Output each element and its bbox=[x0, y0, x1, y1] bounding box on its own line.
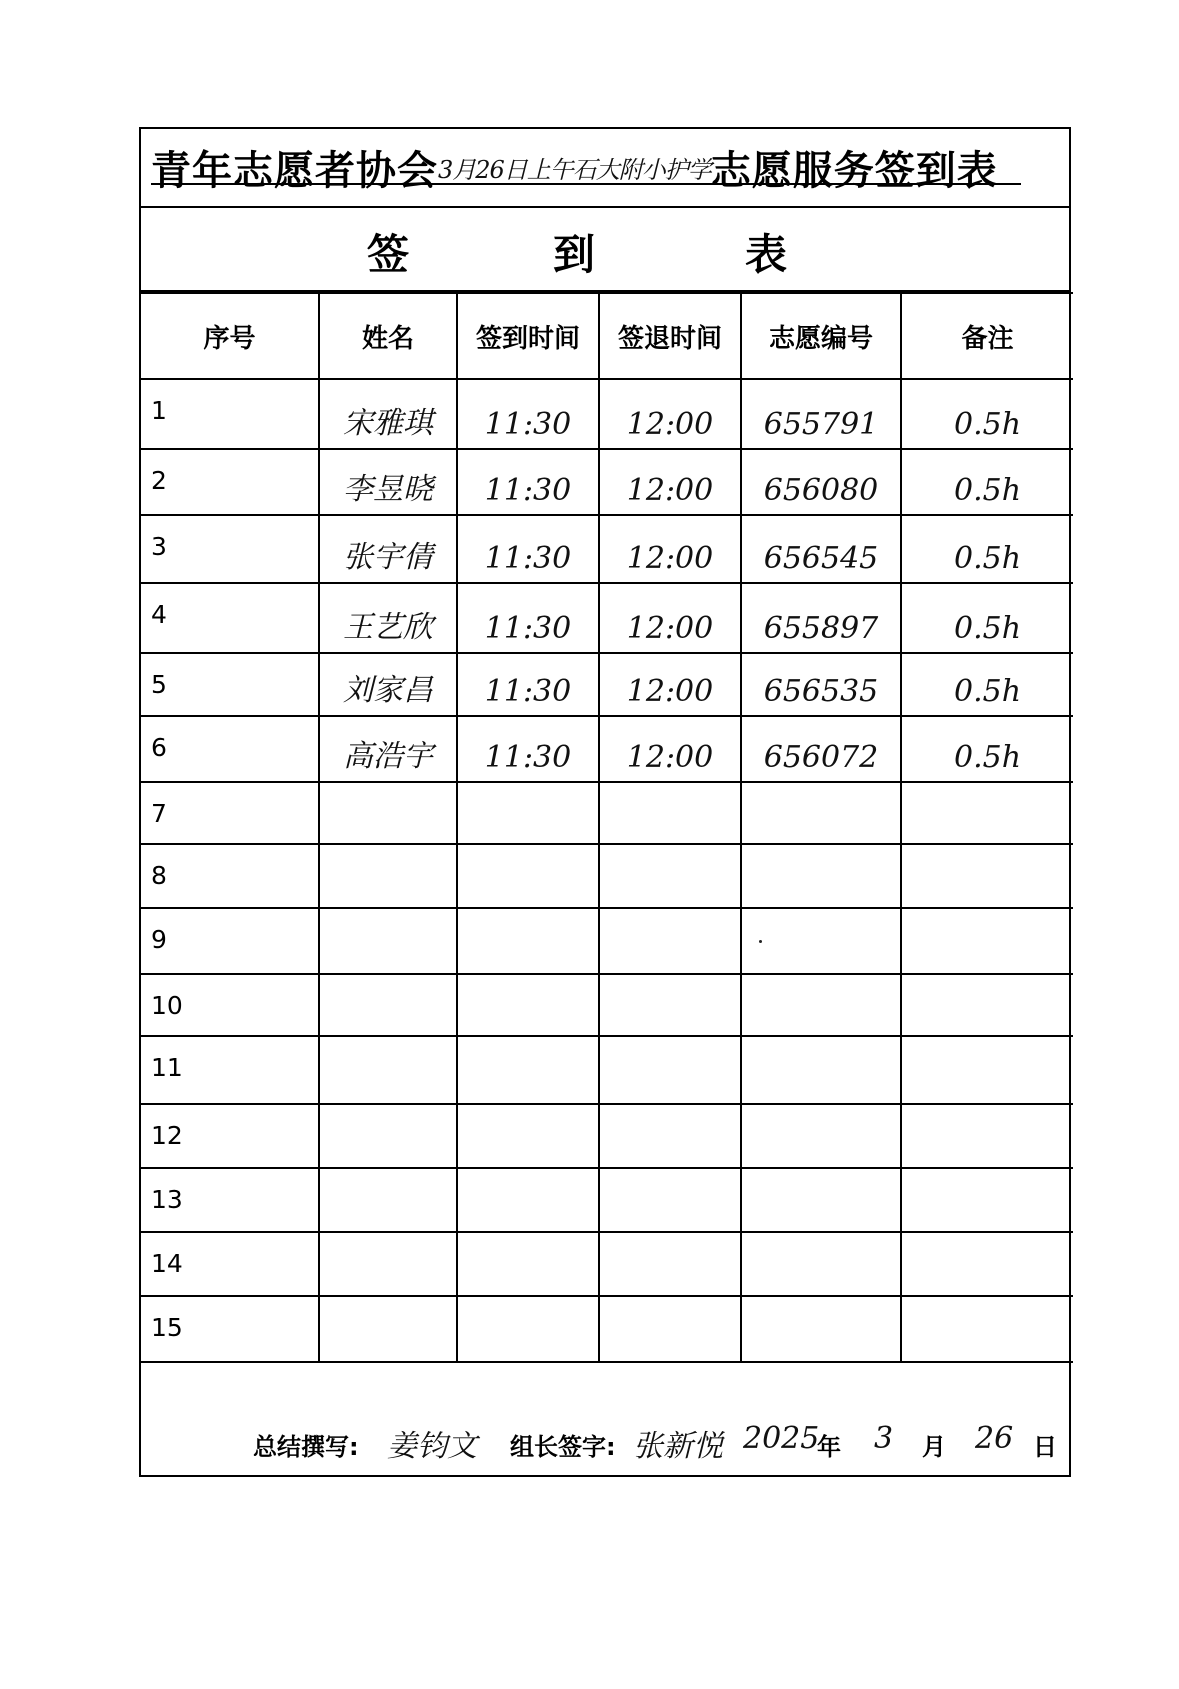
day-value: 26 bbox=[975, 1421, 1014, 1456]
month-label: 月 bbox=[922, 1433, 946, 1461]
row-serial: 4 bbox=[141, 583, 319, 653]
row-volunteer-id bbox=[741, 844, 901, 908]
row-sign-out-time: 12:00 bbox=[599, 583, 741, 653]
table-row bbox=[141, 1232, 1073, 1296]
row-volunteer-id bbox=[741, 1104, 901, 1168]
row-volunteer-id bbox=[741, 908, 901, 974]
row-serial: 15 bbox=[141, 1296, 319, 1362]
row-serial: 8 bbox=[141, 844, 319, 908]
row-sign-in-time: 11:30 bbox=[457, 379, 599, 449]
row-sign-out-time: 12:00 bbox=[599, 653, 741, 716]
row-sign-in-time: 11:30 bbox=[457, 515, 599, 583]
summary-signature: 姜钧文 bbox=[387, 1429, 477, 1464]
row-serial: 5 bbox=[141, 653, 319, 716]
row-note bbox=[901, 1168, 1073, 1232]
summary-label: 总结撰写: bbox=[253, 1433, 359, 1461]
month-value: 3 bbox=[874, 1421, 894, 1456]
row-name bbox=[319, 1168, 457, 1232]
header-sign-in-time: 签到时间 bbox=[457, 293, 599, 379]
row-sign-in-time bbox=[457, 1232, 599, 1296]
row-note bbox=[901, 1232, 1073, 1296]
row-note bbox=[901, 1296, 1073, 1362]
title-suffix: 志愿服务签到表 bbox=[710, 148, 998, 194]
row-volunteer-id: 656535 bbox=[741, 653, 901, 716]
row-serial: 7 bbox=[141, 782, 319, 844]
row-note: 0.5h bbox=[901, 583, 1073, 653]
row-sign-in-time: 11:30 bbox=[457, 653, 599, 716]
row-sign-out-time bbox=[599, 1296, 741, 1362]
row-serial: 10 bbox=[141, 974, 319, 1036]
table-row bbox=[141, 379, 1073, 449]
header-volunteer-id: 志愿编号 bbox=[741, 293, 901, 379]
table-row bbox=[141, 515, 1073, 583]
header-sign-out-time: 签退时间 bbox=[599, 293, 741, 379]
table-row bbox=[141, 908, 1073, 974]
row-serial: 3 bbox=[141, 515, 319, 583]
subtitle-row bbox=[141, 208, 1069, 292]
row-sign-in-time bbox=[457, 1168, 599, 1232]
row-serial: 14 bbox=[141, 1232, 319, 1296]
row-note: 0.5h bbox=[901, 653, 1073, 716]
row-sign-out-time bbox=[599, 1104, 741, 1168]
row-note: 0.5h bbox=[901, 716, 1073, 782]
title-row bbox=[141, 129, 1069, 208]
footer-row bbox=[141, 1411, 1069, 1475]
table-body bbox=[141, 379, 1073, 1362]
row-sign-in-time bbox=[457, 1104, 599, 1168]
row-name bbox=[319, 1296, 457, 1362]
table-header-row bbox=[141, 293, 1073, 379]
row-name: 刘家昌 bbox=[319, 653, 457, 716]
subtitle-char-2: 到 bbox=[553, 230, 596, 279]
row-volunteer-id: 655791 bbox=[741, 379, 901, 449]
sign-in-sheet bbox=[139, 127, 1071, 1477]
leader-label: 组长签字: bbox=[510, 1433, 616, 1461]
table-row bbox=[141, 844, 1073, 908]
row-sign-in-time bbox=[457, 1036, 599, 1104]
table-row bbox=[141, 716, 1073, 782]
row-serial: 2 bbox=[141, 449, 319, 515]
row-name bbox=[319, 844, 457, 908]
row-volunteer-id bbox=[741, 974, 901, 1036]
row-serial: 9 bbox=[141, 908, 319, 974]
row-name bbox=[319, 908, 457, 974]
row-volunteer-id bbox=[741, 782, 901, 844]
table-row bbox=[141, 1104, 1073, 1168]
row-serial: 6 bbox=[141, 716, 319, 782]
row-sign-out-time bbox=[599, 1036, 741, 1104]
row-serial: 1 bbox=[141, 379, 319, 449]
header-note: 备注 bbox=[901, 293, 1073, 379]
row-sign-out-time bbox=[599, 974, 741, 1036]
row-volunteer-id: 655897 bbox=[741, 583, 901, 653]
row-sign-in-time bbox=[457, 844, 599, 908]
table-row bbox=[141, 1168, 1073, 1232]
row-name bbox=[319, 1232, 457, 1296]
table-row bbox=[141, 974, 1073, 1036]
row-note: 0.5h bbox=[901, 449, 1073, 515]
row-sign-out-time bbox=[599, 1232, 741, 1296]
row-volunteer-id bbox=[741, 1168, 901, 1232]
table-row bbox=[141, 1036, 1073, 1104]
subtitle-char-1: 签 bbox=[367, 230, 410, 279]
row-sign-out-time bbox=[599, 908, 741, 974]
row-note bbox=[901, 1036, 1073, 1104]
row-sign-in-time bbox=[457, 908, 599, 974]
row-sign-in-time: 11:30 bbox=[457, 716, 599, 782]
row-sign-out-time: 12:00 bbox=[599, 515, 741, 583]
row-name: 宋雅琪 bbox=[319, 379, 457, 449]
row-name bbox=[319, 782, 457, 844]
leader-signature: 张新悦 bbox=[633, 1429, 723, 1464]
row-sign-in-time: 11:30 bbox=[457, 583, 599, 653]
title-handwritten-event: 3月26日上午石大附小护学 bbox=[438, 156, 711, 184]
row-sign-out-time bbox=[599, 782, 741, 844]
row-name: 高浩宇 bbox=[319, 716, 457, 782]
header-name: 姓名 bbox=[319, 293, 457, 379]
row-sign-in-time bbox=[457, 782, 599, 844]
sheet-title bbox=[151, 139, 998, 196]
subtitle-char-3: 表 bbox=[745, 230, 788, 279]
row-note: 0.5h bbox=[901, 515, 1073, 583]
row-note bbox=[901, 844, 1073, 908]
year-value: 2025 bbox=[743, 1421, 820, 1456]
row-serial: 13 bbox=[141, 1168, 319, 1232]
row-note bbox=[901, 974, 1073, 1036]
row-sign-out-time: 12:00 bbox=[599, 449, 741, 515]
row-sign-in-time bbox=[457, 974, 599, 1036]
row-volunteer-id bbox=[741, 1296, 901, 1362]
sign-in-table bbox=[141, 292, 1073, 1363]
row-sign-out-time bbox=[599, 1168, 741, 1232]
header-serial: 序号 bbox=[141, 293, 319, 379]
row-name: 张宇倩 bbox=[319, 515, 457, 583]
table-row bbox=[141, 1296, 1073, 1362]
table-row bbox=[141, 782, 1073, 844]
row-name: 李昱晓 bbox=[319, 449, 457, 515]
row-serial: 12 bbox=[141, 1104, 319, 1168]
day-label: 日 bbox=[1033, 1433, 1057, 1461]
row-sign-out-time: 12:00 bbox=[599, 379, 741, 449]
stray-ink-dot bbox=[759, 940, 762, 943]
row-sign-out-time: 12:00 bbox=[599, 716, 741, 782]
row-sign-in-time bbox=[457, 1296, 599, 1362]
title-underline bbox=[151, 183, 1021, 185]
table-row bbox=[141, 583, 1073, 653]
row-name bbox=[319, 1104, 457, 1168]
row-note bbox=[901, 908, 1073, 974]
year-label: 年 bbox=[817, 1433, 841, 1461]
row-name: 王艺欣 bbox=[319, 583, 457, 653]
row-volunteer-id: 656545 bbox=[741, 515, 901, 583]
row-note: 0.5h bbox=[901, 379, 1073, 449]
row-name bbox=[319, 1036, 457, 1104]
row-serial: 11 bbox=[141, 1036, 319, 1104]
row-note bbox=[901, 1104, 1073, 1168]
row-sign-out-time bbox=[599, 844, 741, 908]
row-sign-in-time: 11:30 bbox=[457, 449, 599, 515]
row-name bbox=[319, 974, 457, 1036]
row-note bbox=[901, 782, 1073, 844]
title-prefix: 青年志愿者协会 bbox=[151, 148, 438, 194]
table-row bbox=[141, 653, 1073, 716]
row-volunteer-id: 656080 bbox=[741, 449, 901, 515]
table-row bbox=[141, 449, 1073, 515]
row-volunteer-id: 656072 bbox=[741, 716, 901, 782]
row-volunteer-id bbox=[741, 1232, 901, 1296]
row-volunteer-id bbox=[741, 1036, 901, 1104]
